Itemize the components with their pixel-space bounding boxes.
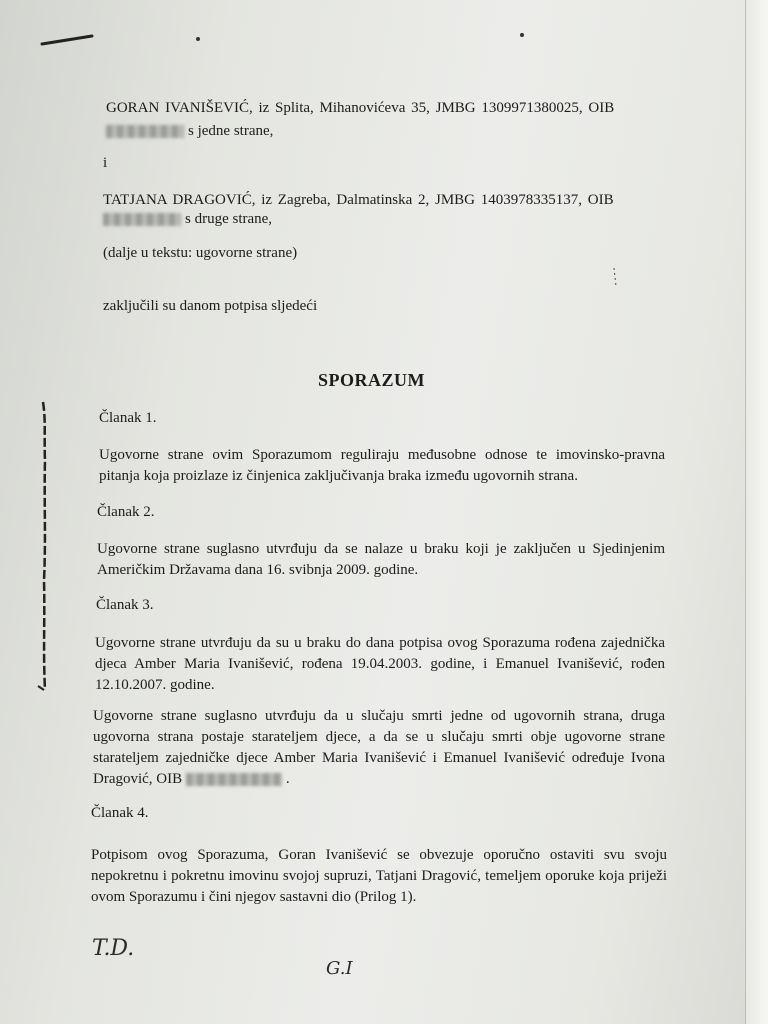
redacted-oib [186, 773, 282, 786]
article-2-heading: Članak 2. [97, 504, 155, 520]
initials-left: T.D. [92, 936, 135, 961]
article-3-text-2: Ugovorne strane suglasno utvrđuju da u slučaju smrti jedne od ugovornih strana, druga ugovorna strana postaje starateljem djece, a da se u slučaju smrti obje ugovorne strane starateljem zajedničke djece Amber Maria Ivanišević i Emanuel Ivanišević određuje Ivona Dragović, OIB . [93, 708, 665, 787]
article-2-text: Ugovorne strane suglasno utvrđuju da se nalaze u braku koji je zaključen u Sjedinjenim Američkim Državama dana 16. svibnja 2009. godine. [97, 541, 665, 578]
article-1-heading: Članak 1. [99, 410, 157, 426]
article-4-text: Potpisom ovog Sporazuma, Goran Ivanišević se obvezuje oporučno ostaviti svu svoju nepokretnu i pokretnu imovinu svojoj supruzi, Tatjani Dragović, temeljem oporuke koja priježi ovom Sporazumu i čini njegov sastavni dio (Prilog 1). [91, 847, 667, 905]
article-4-heading: Članak 4. [91, 805, 149, 821]
intro-text: zaključili su danom potpisa sljedeći [103, 298, 318, 314]
conjunction: i [103, 155, 108, 171]
initials-right: G.I [326, 958, 353, 979]
party2-line2: s druge strane, [103, 212, 272, 227]
redacted-oib [106, 125, 184, 138]
article-1-text: Ugovorne strane ovim Sporazumom reguliraju međusobne odnose te imovinsko-pravna pitanja koja proizlaze iz činjenica zaključivanja braka između ugovornih strana. [99, 447, 665, 484]
parties-note: (dalje u tekstu: ugovorne strane) [103, 245, 298, 261]
party1-line1: GORAN IVANIŠEVIĆ, iz Splita, Mihanovićeva 35, JMBG 1309971380025, OIB [106, 100, 615, 116]
party1-line2: s jedne strane, [106, 124, 273, 139]
article-3-heading: Članak 3. [96, 597, 154, 613]
redacted-oib [103, 213, 181, 226]
article-3-text: Ugovorne strane utvrđuju da su u braku do dana potpisa ovog Sporazuma rođena zajednička djeca Amber Maria Ivanišević, rođena 19.04.2003. godine, i Emanuel Ivanišević, rođen 12.10.2007. godine. [95, 635, 665, 693]
document-title: SPORAZUM [318, 370, 425, 390]
party2-line1: TATJANA DRAGOVIĆ, iz Zagreba, Dalmatinska 2, JMBG 1403978335137, OIB [103, 192, 614, 208]
